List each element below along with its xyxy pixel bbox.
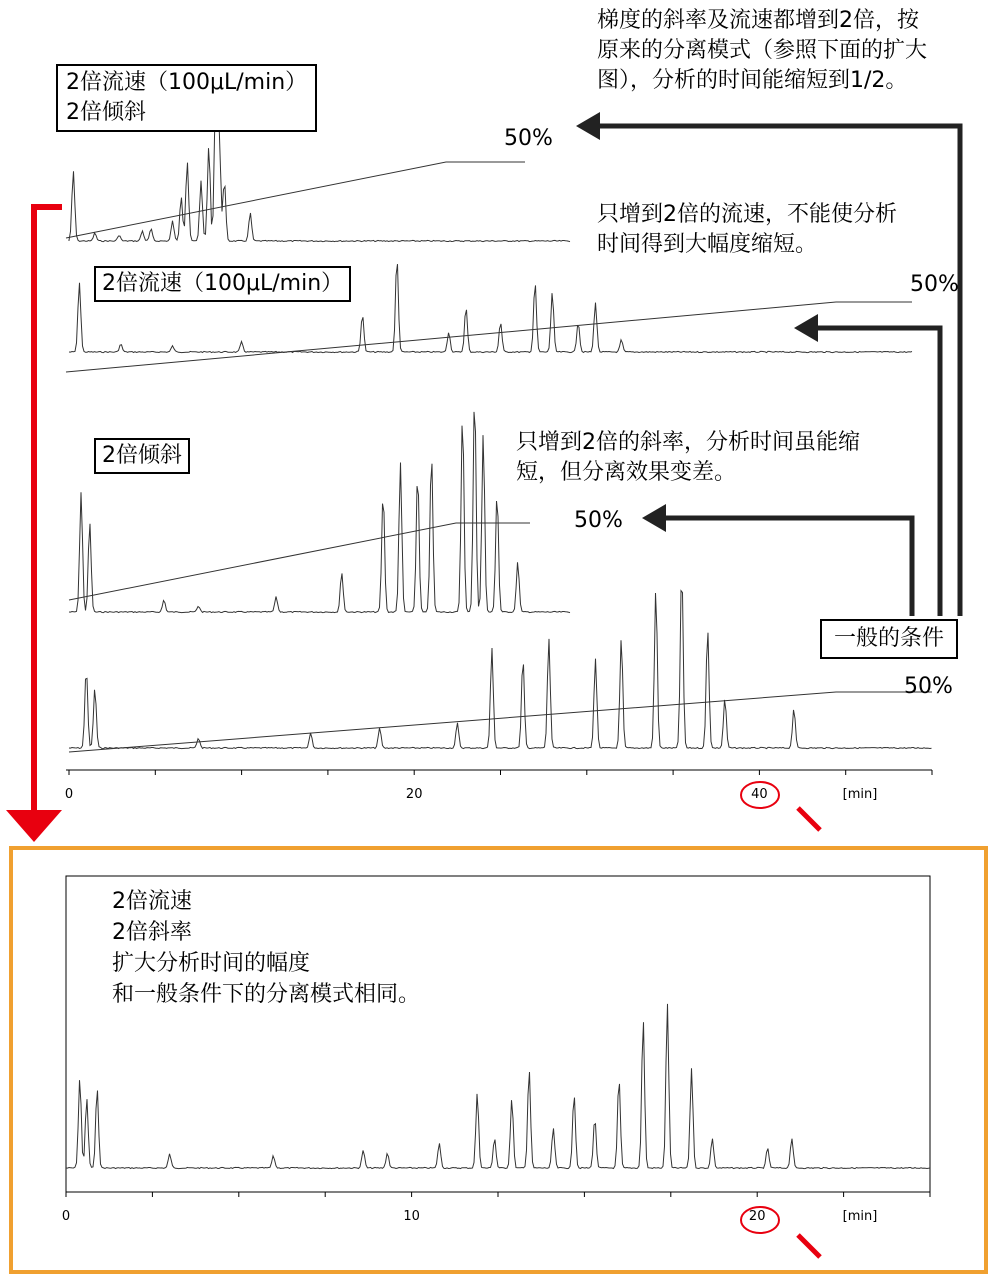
gradient-both <box>66 162 525 238</box>
zoom-note-line-2: 2倍斜率 <box>112 920 192 945</box>
top-unit-label: [min] <box>842 787 878 802</box>
top-tick-label-20: 20 <box>405 787 423 802</box>
box-both-line-1: 2倍流速（100μL/min） <box>66 70 308 95</box>
pct-slope: 50% <box>574 508 623 533</box>
zoom-note <box>112 886 420 1010</box>
flow-note-line-1: 只增到2倍的流速，不能使分析 <box>597 202 897 227</box>
top-note-line-2: 原来的分离模式（参照下面的扩大 <box>597 38 928 63</box>
zoom-note-line-3: 扩大分析时间的幅度 <box>112 951 311 976</box>
arrow-head-slope <box>642 504 666 532</box>
top-tick-label-40: 40 <box>751 787 768 802</box>
pct-flow: 50% <box>910 272 959 297</box>
gradient-normal <box>69 692 932 752</box>
box-both-line-2: 2倍倾斜 <box>66 100 146 125</box>
chromatogram-traces <box>66 85 932 1257</box>
pct-both: 50% <box>504 126 553 151</box>
red-pointer-20 <box>798 1235 820 1257</box>
box-flow: 2倍流速（100μL/min） <box>94 266 351 302</box>
slope-note-line-2: 短，但分离效果变差。 <box>516 460 737 485</box>
red-pointer-40 <box>798 808 820 830</box>
zoom-tick-label-10: 10 <box>403 1209 420 1224</box>
gradient-flow <box>66 302 912 372</box>
slope-note <box>516 428 860 488</box>
zoom-tick-label-20: 20 <box>748 1209 766 1224</box>
zoom-note-line-1: 2倍流速 <box>112 889 192 914</box>
top-note-line-1: 梯度的斜率及流速都增到2倍，按 <box>597 8 919 33</box>
pct-normal: 50% <box>904 674 953 699</box>
arrow-head-both <box>576 112 600 140</box>
flow-note <box>597 200 897 260</box>
zoom-note-line-4: 和一般条件下的分离模式相同。 <box>112 982 421 1007</box>
flow-note-line-2: 时间得到大幅度缩短。 <box>597 232 818 257</box>
top-tick-label-0: 0 <box>64 787 74 802</box>
box-slope: 2倍倾斜 <box>94 438 190 474</box>
zoom-unit-label: [min] <box>842 1209 878 1224</box>
red-arrow-line <box>34 207 62 812</box>
arrow-head-flow <box>794 314 818 342</box>
box-normal: 一般的条件 <box>820 619 958 659</box>
top-note-line-3: 图），分析的时间能缩短到1/2。 <box>597 68 908 93</box>
trace-zoom <box>66 1004 930 1169</box>
red-arrow-head <box>6 810 62 842</box>
box-both <box>56 64 317 132</box>
top-note <box>597 6 927 96</box>
zoom-tick-label-0: 0 <box>61 1209 71 1224</box>
trace-normal <box>69 591 932 749</box>
slope-note-line-1: 只增到2倍的斜率，分析时间虽能缩 <box>516 430 860 455</box>
arrow-to-slope <box>662 518 912 616</box>
